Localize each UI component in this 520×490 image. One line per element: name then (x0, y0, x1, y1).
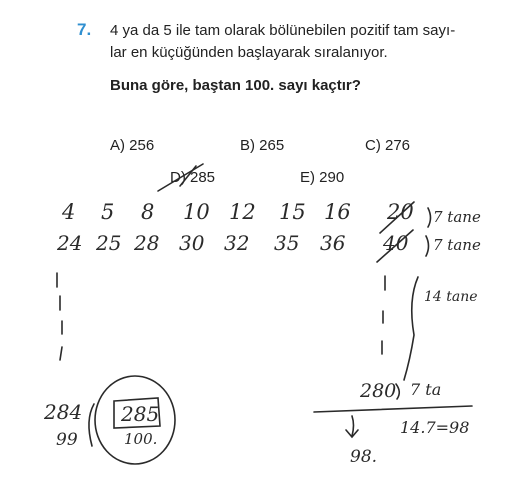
crossed-out-mark (377, 230, 413, 262)
arrow-mark (352, 416, 354, 436)
hw-row1-item: 5 (101, 200, 115, 224)
hw-row1-item: 16 (324, 200, 351, 224)
hw-boxed-index: 100. (124, 430, 158, 448)
crossed-out-mark (380, 202, 414, 233)
option-d-slash-mark (158, 164, 203, 191)
bracket-mark (396, 384, 399, 399)
hw-row2-item: 25 (96, 231, 122, 255)
hw-note-14-tane: 14 tane (424, 289, 478, 305)
hw-row1-item: 12 (229, 200, 256, 224)
answer-circle (95, 376, 175, 464)
option-e: E) 290 (300, 169, 345, 186)
tick-mark (60, 347, 62, 360)
hw-row2-item: 30 (179, 231, 205, 255)
option-c: C) 276 (365, 137, 411, 154)
hw-row2-item: 36 (320, 231, 346, 255)
hw-left-number: 284 (44, 400, 83, 424)
hw-calculation: 14.7=98 (400, 418, 470, 437)
hw-result: 98. (350, 447, 378, 467)
divider-line (314, 406, 472, 412)
hw-right-count: 7 ta (410, 380, 442, 399)
option-a: A) 256 (110, 137, 155, 154)
hw-row2-item: 28 (134, 231, 160, 255)
hw-row2-item: 24 (57, 231, 83, 255)
option-d: D) 285 (170, 169, 216, 186)
hw-boxed-answer: 285 (121, 402, 160, 426)
bracket-mark (89, 404, 94, 446)
option-b: B) 265 (240, 137, 285, 154)
hw-left-index: 99 (56, 430, 78, 450)
brace-mark (404, 277, 418, 380)
question-line-2: lar en küçüğünden başlayarak sıralanıyor. (110, 44, 388, 61)
hw-row1-item: 4 (62, 200, 76, 224)
answer-box (114, 398, 160, 428)
bracket-mark (428, 208, 431, 227)
hw-right-value: 280 (360, 380, 397, 402)
question-number: 7. (77, 20, 92, 39)
hw-row2-item: 35 (274, 231, 300, 255)
question-line-1: 4 ya da 5 ile tam olarak bölünebilen pozitif tam sayı- (110, 22, 456, 39)
hw-row1-item: 15 (279, 200, 306, 224)
hw-row2-item-crossed: 40 (383, 231, 409, 255)
bracket-mark (426, 236, 429, 256)
hw-row1-item: 10 (183, 200, 210, 224)
hw-row1-item: 8 (141, 200, 155, 224)
hw-row1-item-crossed: 20 (387, 200, 414, 224)
question-prompt: Buna göre, baştan 100. sayı kaçtır? (110, 77, 361, 94)
hw-row2-item: 32 (224, 231, 250, 255)
hw-note-7-tane: 7 tane (433, 208, 481, 226)
hw-note-7-tane: 7 tane (433, 236, 481, 254)
